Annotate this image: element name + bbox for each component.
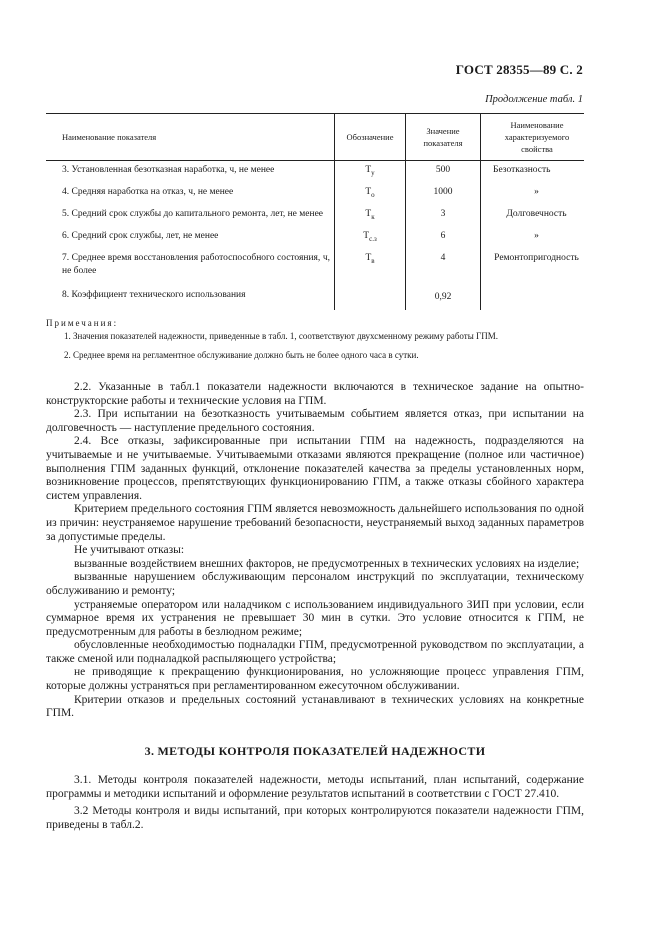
cell-property: » [481, 227, 585, 249]
note-item: 1. Значения показателей надежности, приведенные в табл. 1, соответствуют двухсменному режиму работы ГПМ. [64, 331, 498, 341]
cell-name: 8. Коэффициент технического использования [62, 289, 246, 300]
paragraph: вызванные нарушением обслуживающим персоналом инструкций по эксплуатации, техническому обслуживанию и ремонту; [46, 571, 584, 597]
cell-symbol: $Т_в$ [335, 249, 406, 281]
cell-property: Долговечность [481, 205, 585, 227]
table-row [46, 227, 584, 249]
cell-name: 3. Установленная безотказная наработка, ч, не менее [62, 165, 275, 175]
cell-property [481, 281, 585, 310]
body-text [46, 381, 584, 721]
cell-name: 6. Средний срок службы, лет, не менее [62, 230, 219, 241]
paragraph: 3.1. Методы контроля показателей надежности, методы испытаний, план испытаний, содержание программы и методики испытаний и оформление результатов испытаний в соответствии с ГОСТ 27.410. [46, 774, 584, 800]
paragraph: Не учитывают отказы: [74, 544, 185, 557]
paragraph: 2.3. При испытании на безотказность учитываемым событием является отказ, при испытании на долговечность — наступление предельного состояния. [46, 408, 584, 434]
cell-property: Безотказность [481, 161, 585, 183]
cell-symbol: $Т_{с.з}$ [335, 227, 406, 249]
cell-value: 6 [406, 227, 481, 249]
note-item: 2. Среднее время на регламентное обслуживание должно быть не более одного часа в сутки. [64, 350, 419, 360]
cell-property: Ремонтопригодность [481, 249, 585, 281]
column-header-symbol: Обозначение [335, 114, 406, 161]
section-body [46, 774, 584, 836]
paragraph: Критерием предельного состояния ГПМ является невозможность дальнейшего использования по одной из причин: неустраняемое нарушение требований безопасности, неустраняемый выход заданных параметров за допустимые пределы. [46, 503, 584, 543]
table-notes [46, 317, 584, 362]
paragraph: 2.4. Все отказы, зафиксированные при испытании ГПМ на надежность, подразделяются на учитываемые и не учитываемые. Учитываемыми отказами являются прекращение (полное или частичное) выполнения ГПМ заданных функций, отклонение показателей качества за пределы установленных норм, возникновение процессов, препятствующих функционированию ГПМ, а также отказы сбойного характера систем управления. [46, 435, 584, 502]
cell-value: 1000 [406, 183, 481, 205]
cell-value: 4 [406, 249, 481, 281]
cell-name: 5. Средний срок службы до капитального ремонта, лет, не менее [62, 208, 324, 219]
notes-title: Примечания: [46, 318, 119, 328]
paragraph: обусловленные необходимостью подналадки ГПМ, предусмотренной руководством по эксплуатации, а также сменой или подналадкой распыляющего устройства; [46, 639, 584, 665]
cell-name: 7. Среднее время восстановления работоспособного состояния, ч, не более [62, 252, 330, 276]
cell-value: 3 [406, 205, 481, 227]
section-title: 3. МЕТОДЫ КОНТРОЛЯ ПОКАЗАТЕЛЕЙ НАДЕЖНОСТИ [144, 744, 486, 758]
paragraph: не приводящие к прекращению функционирования, но усложняющие процесс управления ГПМ, которые должны устраняться при регламентированном ежесуточном обслуживании. [46, 666, 584, 693]
cell-symbol: $Т_у$ [335, 161, 406, 183]
table-row [46, 205, 584, 227]
paragraph: Критерии отказов и предельных состояний устанавливают в технических условиях на конкретные ГПМ. [46, 693, 584, 720]
paragraph: вызванные воздействием внешних факторов, не предусмотренных в технических условиях на изделие; [74, 557, 580, 570]
cell-property: » [481, 183, 585, 205]
cell-symbol: $Т_к$ [335, 205, 406, 227]
document-id: ГОСТ 28355—89 С. 2 [455, 62, 583, 77]
cell-value: 0,92 [406, 281, 481, 310]
table-row [46, 183, 584, 205]
column-header-name: Наименование показателя [46, 114, 335, 161]
cell-symbol: $Т_о$ [335, 183, 406, 205]
table-continuation-label: Продолжение табл. 1 [485, 94, 583, 105]
table-row [46, 161, 584, 183]
cell-symbol [335, 281, 406, 310]
reliability-table [46, 113, 584, 310]
paragraph: 3.2 Методы контроля и виды испытаний, при которых контролируются показатели надежности ГПМ, приведены в табл.2. [46, 805, 584, 831]
paragraph: устраняемые оператором или наладчиком с использованием индивидуального ЗИП при условии, если суммарное время их устранения не превышает 30 мин в сутки. Это условие относится к ГПМ, не предусмотренным для работы в безлюдном режиме; [46, 598, 584, 638]
paragraph: 2.2. Указанные в табл.1 показатели надежности включаются в техническое задание на опытно-конструкторские работы и технические условия на ГПМ. [46, 381, 584, 407]
table-header-row [46, 114, 584, 161]
cell-name: 4. Средняя наработка на отказ, ч, не менее [62, 186, 234, 197]
table-row [46, 249, 584, 281]
cell-value: 500 [406, 161, 481, 183]
column-header-property: Наименование характеризуемого свойства [481, 114, 585, 161]
column-header-value: Значение показателя [406, 114, 481, 161]
table-row [46, 281, 584, 310]
